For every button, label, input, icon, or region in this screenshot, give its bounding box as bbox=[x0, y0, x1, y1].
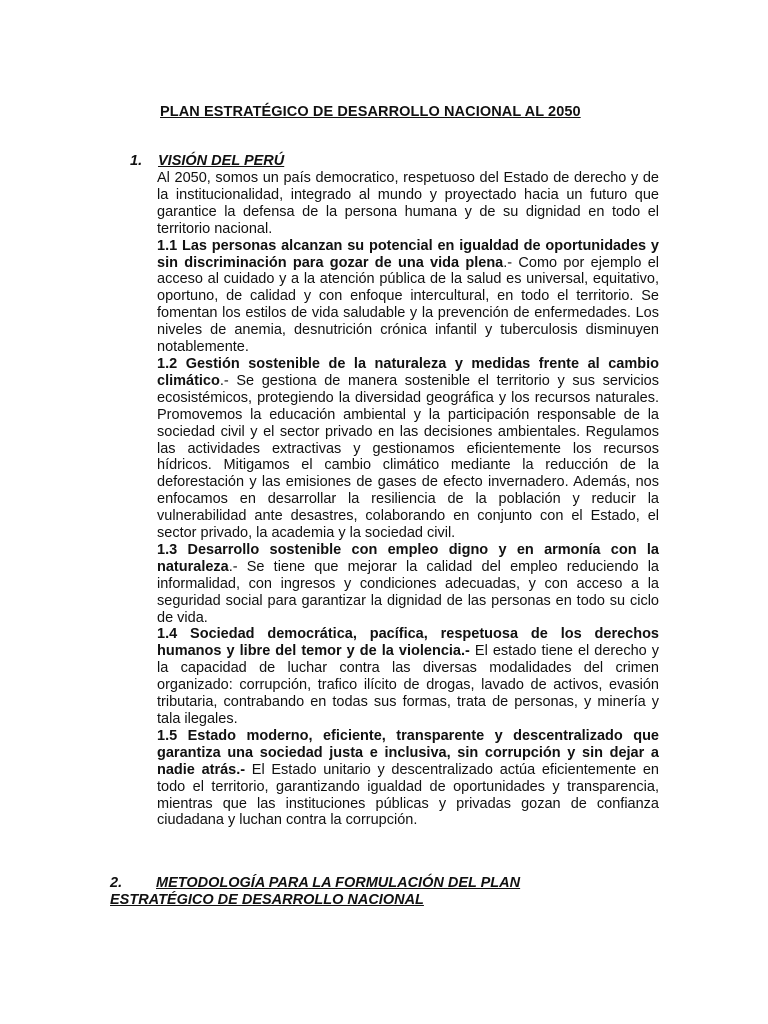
section-title-line2: ESTRATÉGICO DE DESARROLLO NACIONAL bbox=[110, 892, 424, 908]
paragraph-1-4 bbox=[157, 626, 659, 727]
section-title: VISIÓN DEL PERÚ bbox=[158, 153, 285, 169]
paragraph-text: Como por ejemplo el acceso al cuidado y a la atención pública de la salud es universal, equitativo, oportuno, de calidad y con enfoque intercultural, en todo el territorio. Se fomentan los estilos de vida saludable y la prevención de enfermedades. Los niveles de anemia, desnutrición crónica infantil y tuberculosis disminuyen notablemente. bbox=[157, 254, 659, 356]
paragraph-title: 1.4 Sociedad democrática, pacífica, respetuosa de los derechos humanos y libre del temor y de la violencia.- bbox=[157, 626, 659, 660]
paragraph-1-2 bbox=[157, 356, 659, 542]
intro-paragraph: Al 2050, somos un país democratico, respetuoso del Estado de derecho y de la institucionalidad, integrado al mundo y proyectado hacia un futuro que garantice la defensa de la persona humana y de su dignidad en todo el territorio nacional. bbox=[157, 170, 659, 237]
section-number: 1. bbox=[130, 153, 143, 169]
paragraph-title: 1.3 Desarrollo sostenible con empleo digno y en armonía con la naturaleza bbox=[157, 541, 659, 575]
section-methodology bbox=[110, 875, 570, 909]
section-vision bbox=[130, 153, 660, 829]
paragraph-title: 1.2 Gestión sostenible de la naturaleza y medidas frente al cambio climático bbox=[157, 355, 659, 389]
paragraph-text: El estado tiene el derecho y la capacidad de luchar contra las diversas modalidades del crimen organizado: corrupción, trafico ilícito de drogas, lavado de activos, evasión tributaria, contrabando en todas sus formas, trata de personas, y minería y tala ilegales. bbox=[157, 643, 660, 727]
paragraph-text: El Estado unitario y descentralizado actúa eficientemente en todo el territorio, garantizando igualdad de oportunidades y transparencia, mientras que las instituciones públicas y privadas gozan de confianza ciudadana y luchan contra la corrupción. bbox=[157, 761, 659, 829]
section-title-line1: METODOLOGÍA PARA LA FORMULACIÓN DEL PLAN bbox=[156, 875, 521, 891]
paragraph-1-1 bbox=[157, 238, 659, 356]
paragraph-1-3 bbox=[157, 542, 659, 627]
paragraph-title: 1.5 Estado moderno, eficiente, transparente y descentralizado que garantiza una sociedad justa e inclusiva, sin corrupción y sin dejar a nadie atrás.- bbox=[157, 727, 659, 778]
paragraph-separator: .- bbox=[219, 372, 229, 389]
section-body bbox=[157, 170, 659, 829]
paragraph-separator: .- bbox=[503, 254, 513, 271]
paragraph-separator: .- bbox=[228, 558, 238, 575]
paragraph-1-5 bbox=[157, 728, 659, 829]
paragraph-text: Se tiene que mejorar la calidad del empleo reduciendo la informalidad, con ingresos y condiciones adecuadas, y con acceso a la seguridad social para garantizar la dignidad de las personas en todo su ciclo de vida. bbox=[157, 558, 659, 626]
section-heading bbox=[130, 153, 660, 170]
section-number: 2. bbox=[110, 875, 123, 891]
section-heading bbox=[110, 875, 570, 892]
paragraph-text: Se gestiona de manera sostenible el territorio y sus servicios ecosistémicos, protegiendo la diversidad geográfica y los recursos naturales. Promovemos la educación ambiental y la participación responsable de la sociedad civil y el sector privado en las decisiones ambientales. Regulamos las actividades extractivas y gestionamos eficientemente los recursos hídricos. Mitigamos el cambio climático mediante la reducción de la deforestación y las emisiones de gases de efecto invernadero. Además, nos enfocamos en desarrollar la resiliencia de la población y reducir la vulnerabilidad ante desastres, colaborando en conjunto con el Estado, el sector privado, la academia y la sociedad civil. bbox=[157, 372, 659, 542]
paragraph-title: 1.1 Las personas alcanzan su potencial en igualdad de oportunidades y sin discriminación para gozar de una vida plena bbox=[157, 237, 659, 271]
page-title: PLAN ESTRATÉGICO DE DESARROLLO NACIONAL AL 2050 bbox=[160, 104, 581, 120]
